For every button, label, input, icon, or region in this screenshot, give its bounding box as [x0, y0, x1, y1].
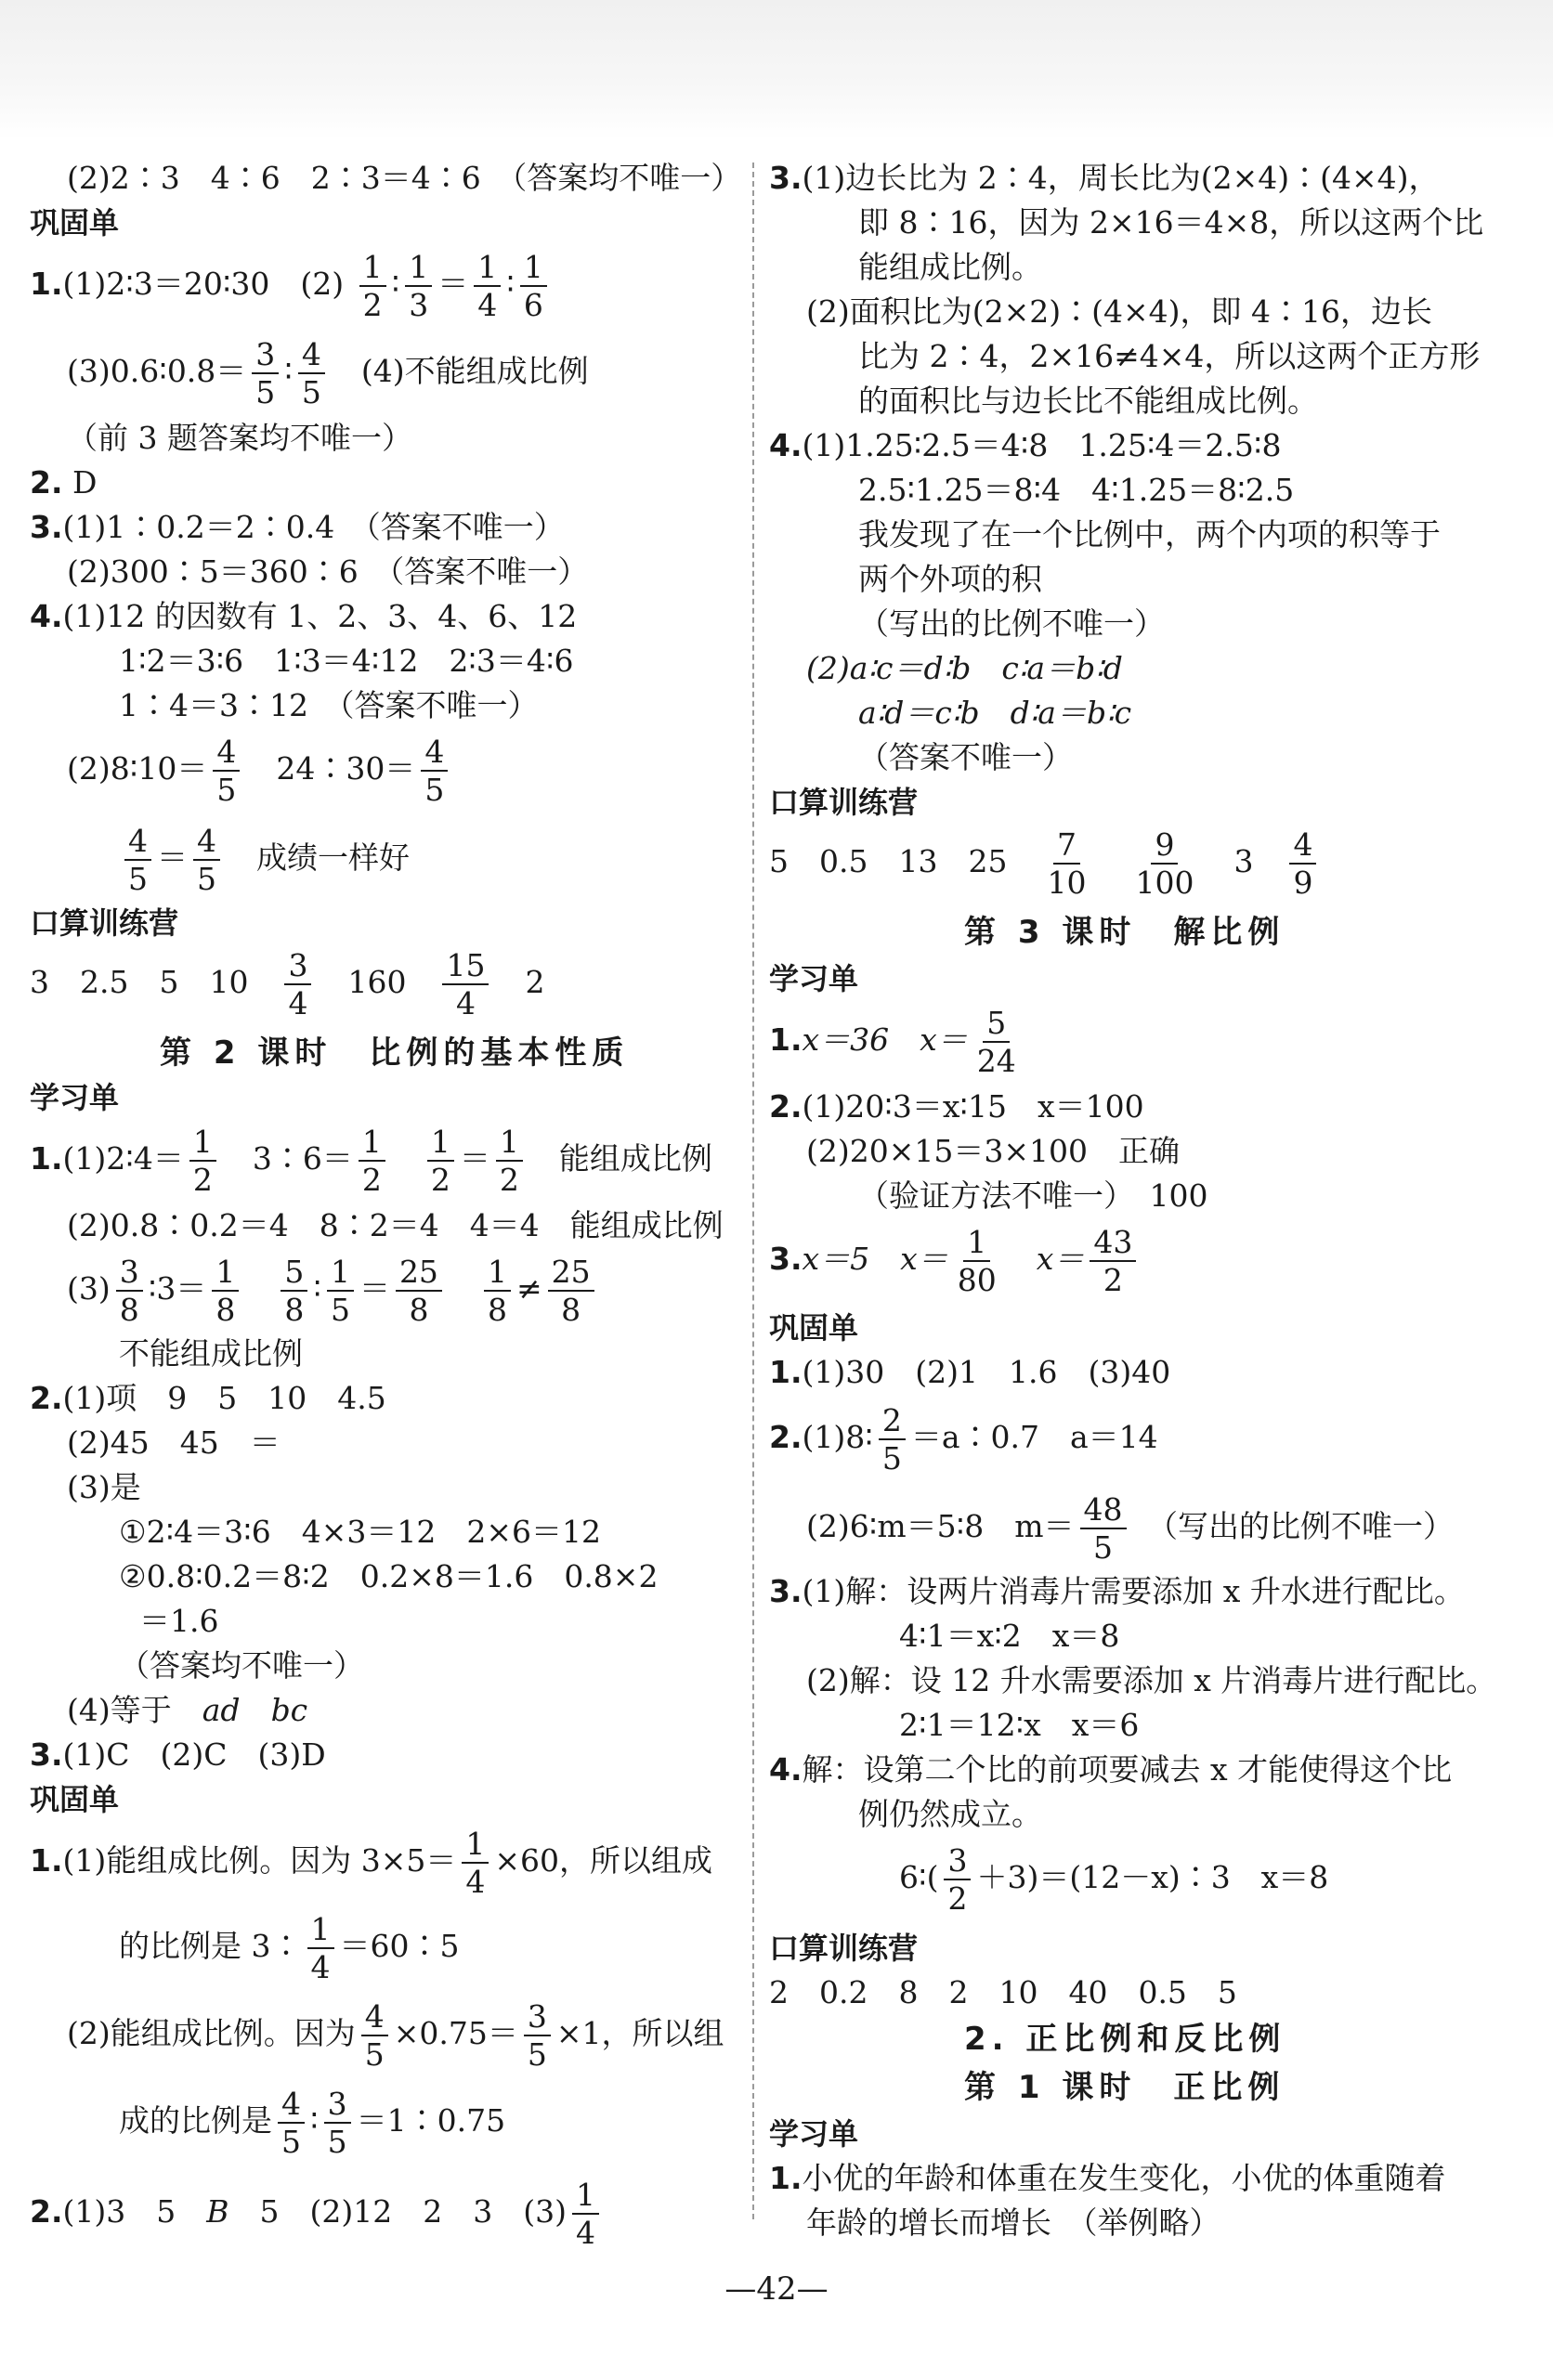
answer-text: 小优的年龄和体重在发生变化，小优的体重随着 — [802, 2160, 1446, 2196]
fraction: $\frac{4}{5}$ — [278, 2086, 305, 2160]
answer-text: 24∶30＝ — [276, 750, 416, 787]
fraction: $\frac{9}{100}$ — [1135, 826, 1194, 901]
answer-line — [769, 1571, 1465, 1612]
item-number: 3. — [30, 1736, 63, 1773]
fraction: $\frac{4}{5}$ — [421, 734, 448, 808]
answer-text: ＝1∶0.75 — [356, 2102, 506, 2139]
answer-text: (1)1∶0.2＝2∶0.4 （答案不唯一） — [62, 509, 565, 545]
answer-text: D — [72, 464, 98, 501]
fraction: $\frac{1}{4}$ — [462, 1826, 489, 1900]
answer-line: ＝1.6 — [139, 1603, 219, 1639]
fraction: $\frac{43}{2}$ — [1090, 1224, 1136, 1298]
item-number: 2. — [30, 464, 63, 501]
item-number: 3. — [769, 160, 803, 196]
fraction: $\frac{25}{8}$ — [396, 1254, 442, 1328]
answer-text: 能组成比例 — [558, 1140, 712, 1177]
answer-line: $\frac{4}{5}$ ＝ $\frac{4}{5}$ 成绩一样好 — [119, 813, 410, 903]
section-heading: 巩固单 — [30, 1782, 120, 1817]
answer-line — [769, 995, 1025, 1085]
answer-text: (1)项 9 5 10 4.5 — [62, 1380, 386, 1416]
answer-line — [30, 462, 97, 503]
answer-text: ×60，所以组成 — [494, 1842, 713, 1879]
answer-line — [119, 1902, 460, 1991]
item-number: 2. — [30, 2193, 63, 2230]
fraction: $\frac{1}{4}$ — [307, 1911, 334, 1985]
answer-text: (1)3 5 — [62, 2193, 176, 2230]
page-number: —42— — [724, 2270, 829, 2308]
answer-line — [769, 1352, 1170, 1393]
answer-line: ①2∶4＝3∶6 4×3＝12 2×6＝12 — [119, 1514, 602, 1550]
answer-line: 的面积比与边长比不能组成比例。 — [858, 383, 1318, 419]
answer-line: 1.(1)2∶4＝ $\frac{1}{2}$ 3∶6＝ $\frac{1}{2}$ $\frac{1}{2}$ ＝ $\frac{1}{2}$ 能组成比例 — [30, 1124, 712, 1198]
answer-line — [119, 2076, 505, 2165]
answer-text: ＝60∶5 — [339, 1928, 460, 1964]
answer-text: 3 — [1233, 843, 1254, 879]
answer-text: (1)12 的因数有 1、2、3、4、6、12 — [62, 598, 578, 634]
answer-line: (2)300∶5＝360∶6 （答案不唯一） — [67, 553, 589, 590]
fraction: $\frac{1}{8}$ — [212, 1254, 239, 1328]
answer-text: 成绩一样好 — [256, 839, 410, 876]
top-header-band — [0, 0, 1553, 139]
answer-line: 不能组成比例 — [119, 1335, 303, 1372]
answer-line: 1∶2＝3∶6 1∶3＝4∶12 2∶3＝4∶6 — [119, 643, 574, 679]
answer-text: ×1，所以组 — [555, 2015, 724, 2051]
section-heading: 巩固单 — [30, 205, 120, 241]
answer-line: 年龄的增长而增长 （举例略） — [806, 2204, 1220, 2241]
answer-line — [30, 1735, 326, 1775]
answer-line — [769, 158, 1440, 199]
fraction: $\frac{2}{5}$ — [879, 1402, 906, 1476]
answer-text: (1)能组成比例。因为 3×5＝ — [62, 1842, 457, 1879]
answer-text: (1)30 (2)1 1.6 (3)40 — [802, 1354, 1171, 1390]
section-heading: 口算训练营 — [769, 785, 919, 820]
answer-text: (1)2∶3＝20∶30 (2) — [62, 266, 345, 302]
answer-line: ②0.8∶0.2＝8∶2 0.2×8＝1.6 0.8×2 — [119, 1558, 659, 1594]
answer-text: 2 — [525, 964, 545, 1000]
fraction: $\frac{25}{8}$ — [548, 1254, 594, 1328]
fraction: $\frac{48}{5}$ — [1080, 1491, 1127, 1566]
answer-line — [769, 817, 1322, 906]
answer-text: 5 0.5 13 25 — [769, 843, 1008, 879]
answer-line: 我发现了在一个比例中，两个内项的积等于 — [858, 516, 1441, 553]
item-number: 4. — [769, 1751, 803, 1788]
answer-text: （写出的比例不唯一） — [1162, 1508, 1454, 1544]
fraction: $\frac{1}{5}$ — [327, 1254, 354, 1328]
fraction: $\frac{3}{8}$ — [116, 1254, 143, 1328]
answer-line — [769, 2158, 1446, 2199]
answer-line: （前 3 题答案均不唯一） — [67, 420, 412, 456]
fraction: $\frac{1}{6}$ — [520, 249, 547, 323]
answer-line — [30, 938, 544, 1027]
unit-title: 2. 正比例和反比例 — [964, 2021, 1286, 2058]
answer-line — [899, 1833, 1328, 1922]
fraction: $\frac{1}{2}$ — [189, 1124, 216, 1198]
section-heading: 口算训练营 — [30, 905, 179, 941]
item-number: 1. — [30, 266, 63, 302]
answer-text: (1)8∶ — [802, 1419, 873, 1455]
fraction: $\frac{3}{4}$ — [284, 947, 311, 1021]
fraction: $\frac{4}{5}$ — [298, 336, 325, 410]
answer-text: (3) — [67, 1270, 111, 1307]
answer-line — [67, 724, 453, 813]
answer-text: (1)C (2)C (3)D — [62, 1736, 326, 1773]
answer-text: (3)0.6∶0.8＝ — [67, 353, 247, 389]
answer-line: (3)是 — [67, 1469, 141, 1505]
answer-text: ∶3＝ — [148, 1270, 207, 1307]
answer-text: 5 (2)12 2 3 (3) — [259, 2193, 567, 2230]
fraction: $\frac{5}{8}$ — [281, 1254, 307, 1328]
answer-line: 即 8∶16，因为 2×16＝4×8，所以这两个比 — [858, 204, 1484, 241]
answer-text: (4)不能组成比例 — [360, 353, 589, 389]
answer-text: B — [206, 2193, 229, 2230]
item-number: 2. — [769, 1419, 803, 1455]
answer-line: (2)45 45 ＝ — [67, 1424, 281, 1461]
answer-line: (3)0.6∶0.8＝ $\frac{3}{5}$ ∶ $\frac{4}{5}$ (4)不能组成比例 — [67, 336, 589, 410]
fraction: $\frac{1}{4}$ — [572, 2177, 599, 2251]
answer-text: ＝a∶0.7 a＝14 — [910, 1419, 1158, 1455]
answer-line — [30, 1378, 386, 1419]
lesson-title: 第 2 课时 比例的基本性质 — [160, 1034, 630, 1072]
section-heading: 巩固单 — [769, 1310, 859, 1346]
answer-text: 6∶( — [899, 1859, 939, 1895]
fraction: $\frac{3}{2}$ — [944, 1842, 971, 1917]
answer-text: (1)20∶3＝x∶15 x＝100 — [802, 1088, 1144, 1125]
item-number: 4. — [30, 598, 63, 634]
answer-text: (2)6∶m＝5∶8 m＝ — [806, 1508, 1075, 1544]
answer-text: 160 — [347, 964, 407, 1000]
answer-text: (1)1.25∶2.5＝4∶8 1.25∶4＝2.5∶8 — [802, 427, 1282, 463]
answer-text: (1)边长比为 2∶4，周长比为(2×4)∶(4×4)， — [802, 160, 1440, 196]
fraction: $\frac{1}{8}$ — [484, 1254, 511, 1328]
fraction: $\frac{4}{5}$ — [193, 823, 220, 897]
answer-line — [769, 1215, 1142, 1304]
answer-line: (2)面积比为(2×2)∶(4×4)，即 4∶16，边长 — [806, 293, 1433, 330]
lesson-title: 第 3 课时 解比例 — [964, 914, 1285, 951]
answer-line: (2)a∶c＝d∶b c∶a＝b∶d — [806, 650, 1123, 686]
fraction: $\frac{7}{10}$ — [1047, 826, 1087, 901]
section-heading: 口算训练营 — [769, 1931, 919, 1966]
answer-line: （答案不唯一） — [858, 739, 1073, 775]
answer-text: x＝5 — [802, 1241, 870, 1277]
answer-line: 能组成比例。 — [858, 249, 1042, 285]
answer-text: (1)2∶4＝ — [62, 1140, 184, 1177]
fraction: $\frac{1}{2}$ — [359, 1124, 385, 1198]
answer-text: bc — [270, 1692, 308, 1728]
answer-line — [806, 1482, 1454, 1571]
section-heading: 学习单 — [769, 961, 859, 996]
item-number: 3. — [769, 1241, 803, 1277]
item-number: 2. — [30, 1380, 63, 1416]
answer-line: 例仍然成立。 — [858, 1796, 1042, 1832]
fraction: $\frac{4}{5}$ — [361, 1998, 388, 2073]
fraction: $\frac{4}{5}$ — [213, 734, 240, 808]
fraction: $\frac{1}{2}$ — [359, 249, 386, 323]
answer-line: (2)2∶3 4∶6 2∶3＝4∶6 （答案均不唯一） — [67, 160, 742, 196]
answer-text: (4)等于 — [67, 1692, 172, 1728]
item-number: 1. — [30, 1842, 63, 1879]
fraction: $\frac{5}{24}$ — [976, 1005, 1016, 1079]
answer-line — [67, 1690, 307, 1731]
answer-line — [67, 1989, 724, 2078]
answer-line — [30, 2167, 605, 2256]
fraction: $\frac{15}{4}$ — [442, 947, 489, 1021]
answer-line: a∶d＝c∶b d∶a＝b∶c — [858, 695, 1132, 731]
item-number: 4. — [769, 427, 803, 463]
item-number: 1. — [769, 2160, 803, 2196]
answer-text: 解：设第二个比的前项要减去 x 才能使得这个比 — [802, 1751, 1453, 1788]
answer-text: ×0.75＝ — [393, 2015, 518, 2051]
answer-line — [30, 1816, 712, 1905]
column-divider — [752, 163, 754, 2219]
answer-line — [769, 1393, 1158, 1482]
answer-line: (3) $\frac{3}{8}$ ∶3＝ $\frac{1}{8}$ $\frac{5}{8}$ ∶ $\frac{1}{5}$ ＝ $\frac{25}{8}$ $\frac{1}{8}$ ≠ $\frac{25}{8}$ — [67, 1244, 600, 1333]
answer-line: 1.(1)2∶3＝20∶30 (2) $\frac{1}{2}$ ∶ $\frac{1}{3}$ ＝ $\frac{1}{4}$ ∶ $\frac{1}{6}$ — [30, 240, 553, 329]
answer-text: (2)8∶10＝ — [67, 750, 208, 787]
item-number: 1. — [769, 1354, 803, 1390]
section-heading: 学习单 — [769, 2116, 859, 2152]
answer-line — [30, 507, 565, 548]
item-number: 1. — [30, 1140, 63, 1177]
section-heading: 学习单 — [30, 1080, 120, 1115]
answer-text: (2)能组成比例。因为 — [67, 2015, 356, 2051]
answer-text: x＝ — [900, 1241, 948, 1277]
item-number: 3. — [769, 1573, 803, 1609]
answer-line: （验证方法不唯一） 100 — [858, 1177, 1208, 1214]
answer-line — [30, 596, 577, 637]
fraction: $\frac{1}{3}$ — [405, 249, 432, 323]
item-number: 2. — [769, 1088, 803, 1125]
fraction: $\frac{3}{5}$ — [324, 2086, 351, 2160]
answer-line: 比为 2∶4，2×16≠4×4，所以这两个正方形 — [858, 338, 1481, 374]
answer-line: （写出的比例不唯一） — [858, 605, 1165, 642]
item-number: 1. — [769, 1021, 803, 1058]
answer-text: x＝ — [1036, 1241, 1085, 1277]
answer-line: 2∶1＝12∶x x＝6 — [899, 1707, 1140, 1743]
fraction: $\frac{1}{80}$ — [957, 1224, 997, 1298]
fraction: $\frac{4}{9}$ — [1289, 826, 1316, 901]
item-number: 3. — [30, 509, 63, 545]
answer-line: (2)解：设 12 升水需要添加 x 片消毒片进行配比。 — [806, 1662, 1497, 1698]
fraction: $\frac{3}{5}$ — [524, 1998, 551, 2073]
answer-text: 3∶6＝ — [252, 1140, 353, 1177]
answer-line — [769, 1086, 1144, 1127]
answer-text: ∶ — [310, 2102, 319, 2139]
fraction: $\frac{4}{5}$ — [124, 823, 151, 897]
answer-line: (2)20×15＝3×100 正确 — [806, 1133, 1181, 1169]
answer-text: ad — [202, 1692, 241, 1728]
fraction: $\frac{1}{2}$ — [427, 1124, 454, 1198]
answer-text: 的比例是 3∶ — [119, 1928, 302, 1964]
fraction: $\frac{1}{4}$ — [474, 249, 501, 323]
answer-line: 两个外项的积 — [858, 561, 1042, 597]
answer-line: 4∶1＝x∶2 x＝8 — [899, 1618, 1120, 1654]
answer-line — [769, 425, 1282, 466]
answer-text: ＋3)＝(12－x)∶3 x＝8 — [976, 1859, 1329, 1895]
answer-line: （答案均不唯一） — [119, 1647, 364, 1684]
lesson-title: 第 1 课时 正比例 — [964, 2069, 1285, 2106]
answer-line: 2 0.2 8 2 10 40 0.5 5 — [769, 1974, 1237, 2010]
fraction: $\frac{1}{2}$ — [496, 1124, 523, 1198]
answer-text: 成的比例是 — [119, 2102, 272, 2139]
fraction: $\frac{3}{5}$ — [252, 336, 279, 410]
answer-text: 3 2.5 5 10 — [30, 964, 249, 1000]
answer-line: 2.5∶1.25＝8∶4 4∶1.25＝8∶2.5 — [858, 472, 1295, 508]
answer-line: 1∶4＝3∶12 （答案不唯一） — [119, 687, 539, 723]
answer-text: (1)解：设两片消毒片需要添加 x 升水进行配比。 — [802, 1573, 1465, 1609]
not-equal-sign: ≠ — [515, 1270, 542, 1307]
answer-text: x＝36 — [802, 1021, 890, 1058]
answer-text: x＝ — [920, 1021, 968, 1058]
answer-line — [769, 1749, 1452, 1790]
answer-line: (2)0.8∶0.2＝4 8∶2＝4 4＝4 能组成比例 — [67, 1207, 724, 1243]
answer-text: ∶ — [313, 1270, 321, 1307]
